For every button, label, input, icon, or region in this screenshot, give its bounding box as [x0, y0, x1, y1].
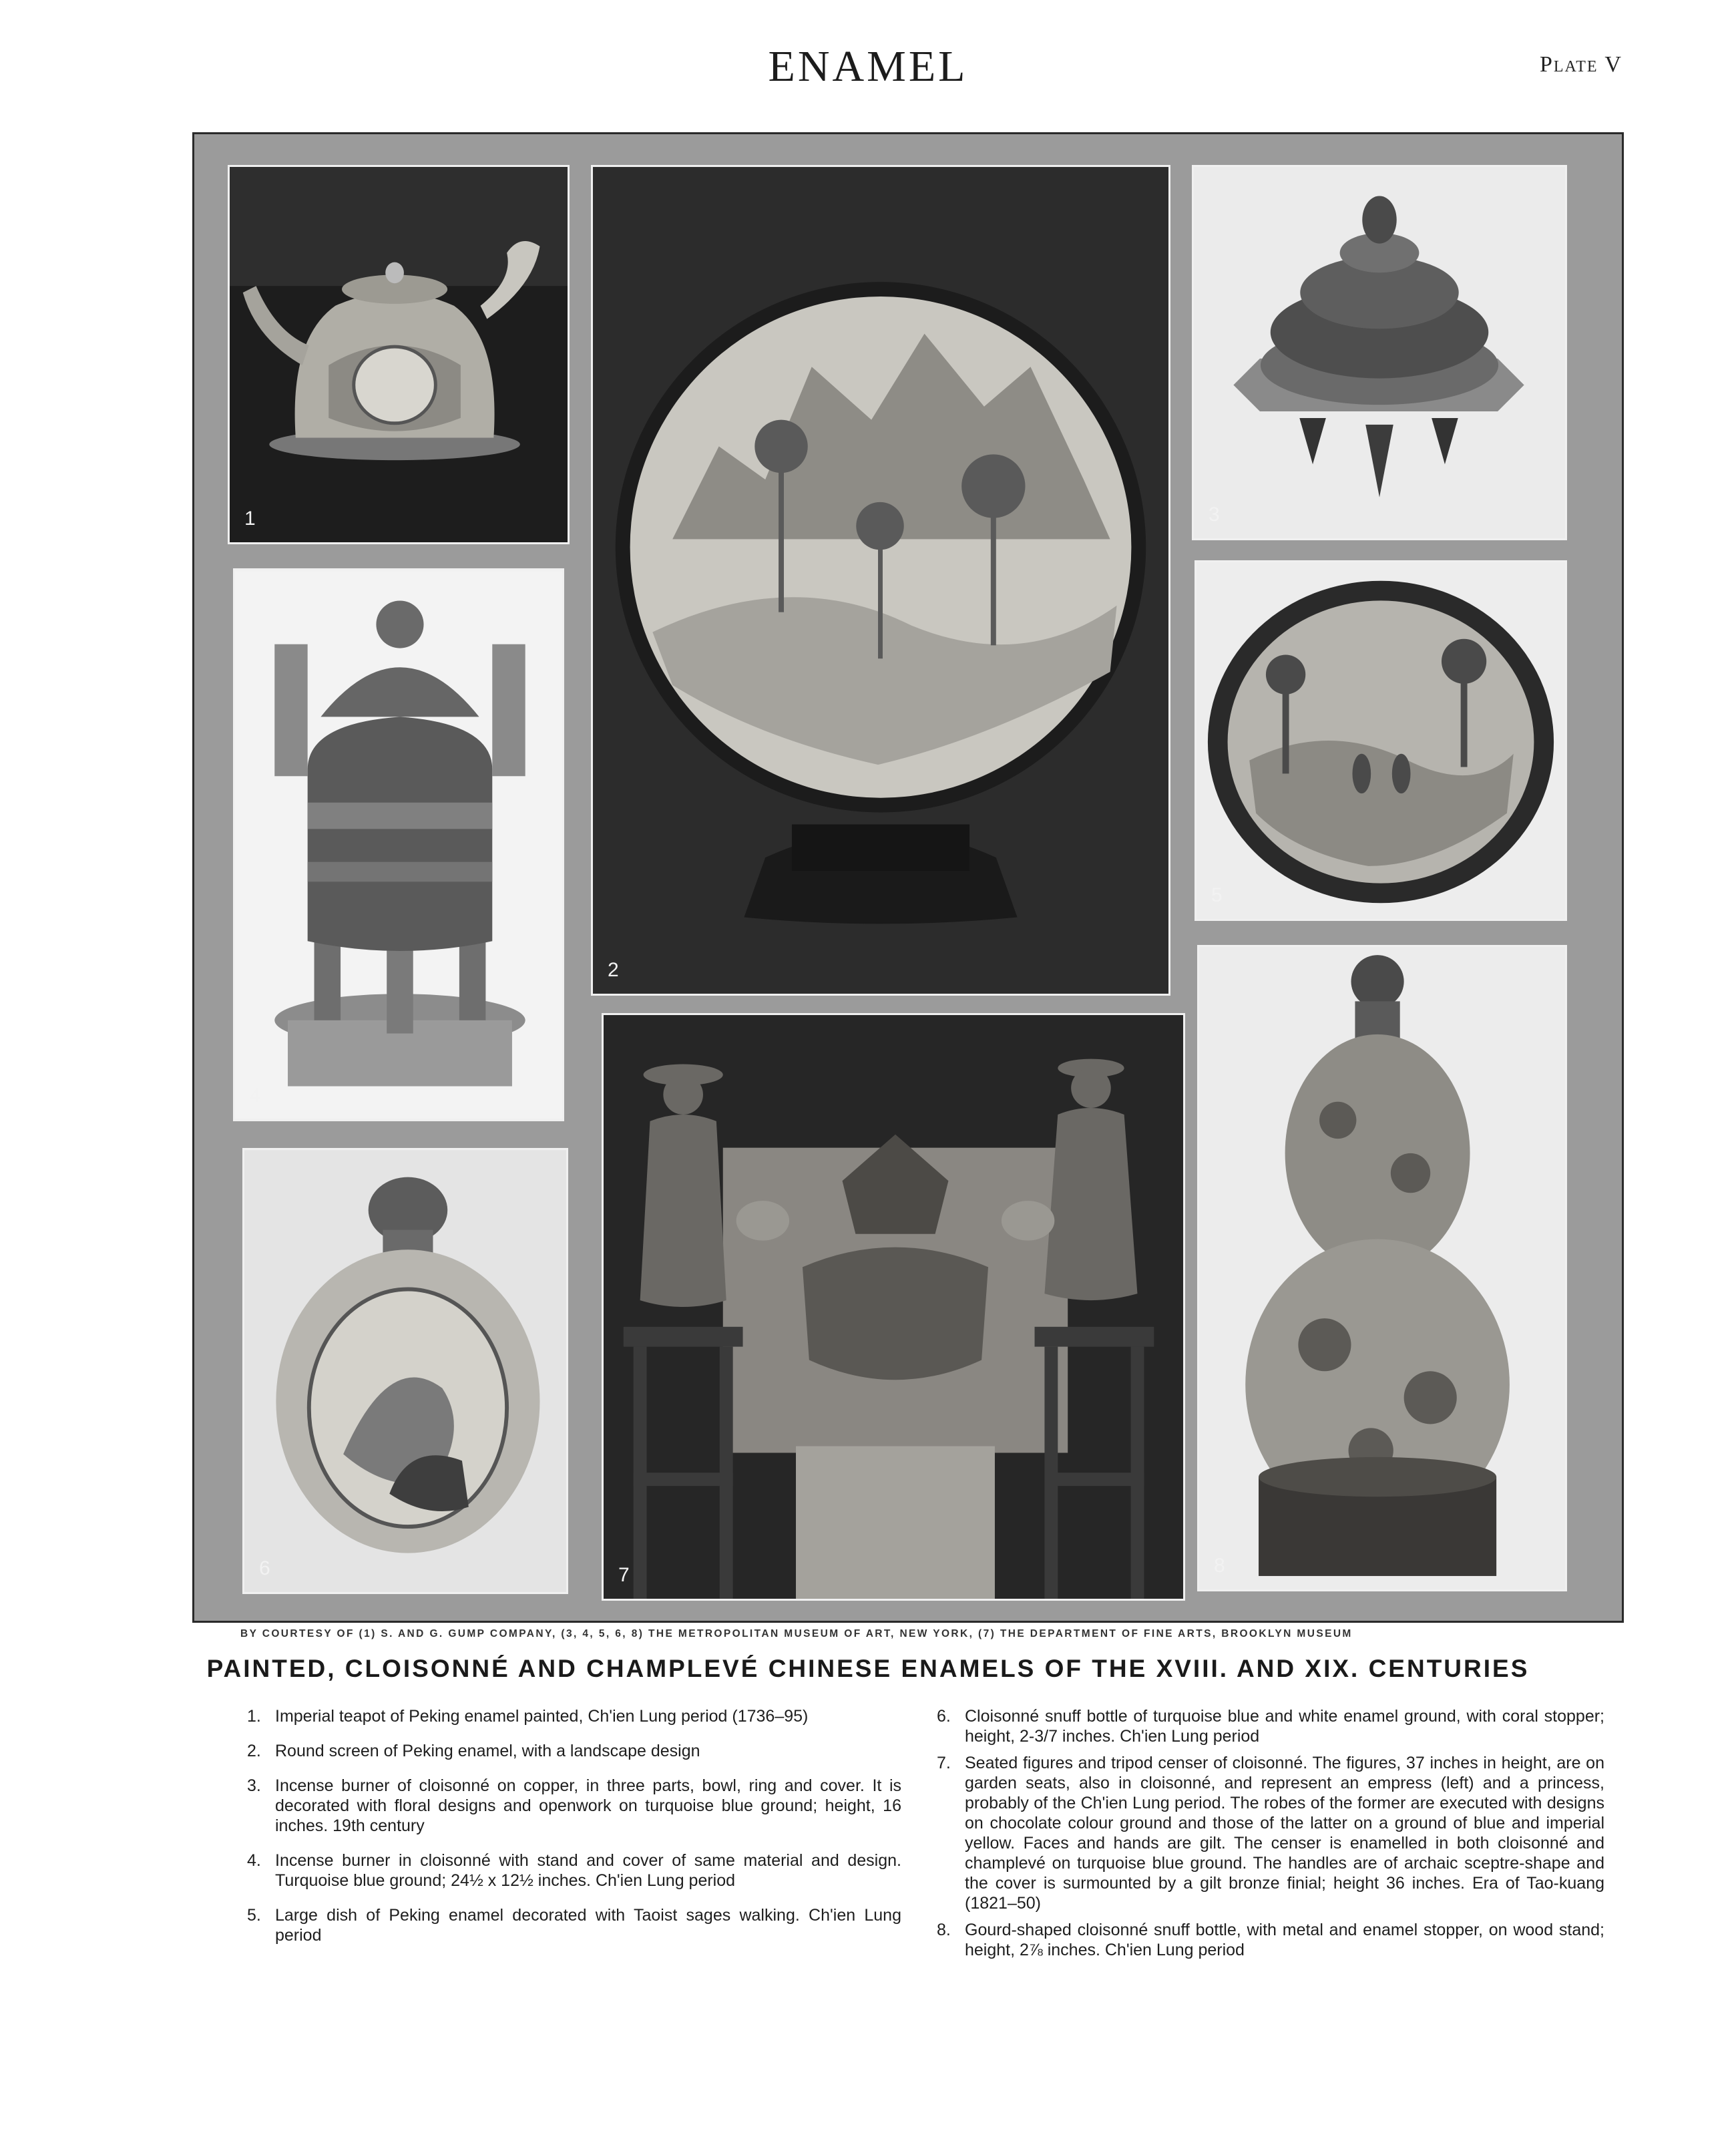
- caption-item: [247, 1741, 901, 1761]
- photo-large-dish: [1195, 560, 1567, 921]
- photo-number: 2: [608, 959, 619, 981]
- caption-text: Cloisonné snuff bottle of turquoise blue and white enamel ground, with coral stopper; height, 2-3/7 inches. Ch'ien Lung period: [965, 1707, 1604, 1746]
- caption-text: Round screen of Peking enamel, with a landscape design: [275, 1742, 700, 1760]
- figures-censer-image: [604, 1015, 1183, 1599]
- caption-item: [247, 1905, 901, 1945]
- caption-number: 6.: [937, 1707, 951, 1726]
- photo-number: 7: [618, 1564, 630, 1586]
- incense-burner-ring-image: [1194, 167, 1565, 538]
- photo-number: 1: [244, 508, 256, 530]
- caption-text: Imperial teapot of Peking enamel painted, Ch'ien Lung period (1736–95): [275, 1707, 809, 1726]
- caption-number: 1.: [247, 1707, 261, 1726]
- caption-text: Seated figures and tripod censer of cloisonné. The figures, 37 inches in height, are on garden seats, also in cloisonné, and represent an empress (left) and a princess, probably of the Ch'ien Lung period. The robes of the former are executed with designs on chocolate colour ground and those of the latter on a ground of blue and imperial yellow. Faces and hands are gilt. The censer is enamelled in both cloisonné and champlevé on turquoise blue ground. The handles are of archaic sceptre-shape and the cover is surmounted by a gilt bronze finial; height 36 inches. Era of Tao-kuang (1821–50): [965, 1754, 1604, 1913]
- caption-number: 8.: [937, 1921, 951, 1939]
- photo-credit: BY COURTESY OF (1) S. AND G. GUMP COMPANY, (3, 4, 5, 6, 8) THE METROPOLITAN MUSEUM OF ART, NEW YORK, (7) THE DEPARTMENT OF FINE ARTS, BROOKLYN MUSEUM: [240, 1628, 1353, 1639]
- photo-incense-burner-stand: [233, 568, 564, 1121]
- plate-heading: PAINTED, CLOISONNÉ AND CHAMPLEVÉ CHINESE ENAMELS OF THE XVIII. AND XIX. CENTURIES: [206, 1655, 1530, 1682]
- plate-label: Plate V: [1539, 52, 1622, 77]
- photo-number: 3: [1209, 504, 1220, 526]
- caption-item: [937, 1920, 1604, 1960]
- caption-item: [247, 1776, 901, 1836]
- plate-frame: [192, 132, 1624, 1623]
- photo-gourd-bottle: [1197, 945, 1567, 1591]
- photo-number: 8: [1214, 1555, 1225, 1577]
- photo-round-screen: [591, 165, 1170, 996]
- captions-left-column: [247, 1706, 901, 1960]
- page-title: ENAMEL: [768, 42, 968, 91]
- caption-number: 2.: [247, 1742, 261, 1760]
- incense-burner-stand-image: [235, 570, 562, 1119]
- photo-figures-censer: [602, 1013, 1185, 1601]
- photo-snuff-bottle-turquoise: [242, 1148, 568, 1594]
- caption-item: [937, 1706, 1604, 1746]
- caption-number: 4.: [247, 1851, 261, 1870]
- caption-text: Incense burner of cloisonné on copper, in three parts, bowl, ring and cover. It is decorated with floral designs and openwork on turquoise blue ground; height, 16 inches. 19th century: [275, 1776, 901, 1835]
- photo-teapot: [228, 165, 570, 544]
- teapot-image: [230, 167, 568, 542]
- photo-number: 5: [1211, 884, 1223, 906]
- caption-item: [247, 1706, 901, 1726]
- caption-text: Gourd-shaped cloisonné snuff bottle, with metal and enamel stopper, on wood stand; height, 2⅞ inches. Ch'ien Lung period: [965, 1921, 1604, 1959]
- gourd-bottle-image: [1199, 947, 1565, 1589]
- caption-number: 3.: [247, 1776, 261, 1795]
- caption-item: [247, 1850, 901, 1891]
- round-screen-image: [593, 167, 1168, 994]
- photo-number: 4: [250, 1085, 261, 1107]
- photo-number: 6: [259, 1557, 270, 1579]
- caption-number: 5.: [247, 1906, 261, 1925]
- caption-number: 7.: [937, 1754, 951, 1772]
- captions-right-column: [937, 1706, 1604, 1967]
- caption-text: Incense burner in cloisonné with stand and cover of same material and design. Turquoise blue ground; 24½ x 12½ inches. Ch'ien Lung period: [275, 1851, 901, 1890]
- large-dish-image: [1197, 562, 1565, 919]
- caption-item: [937, 1753, 1604, 1913]
- snuff-bottle-turquoise-image: [244, 1150, 566, 1592]
- caption-text: Large dish of Peking enamel decorated with Taoist sages walking. Ch'ien Lung period: [275, 1906, 901, 1945]
- photo-incense-burner-ring: [1192, 165, 1567, 540]
